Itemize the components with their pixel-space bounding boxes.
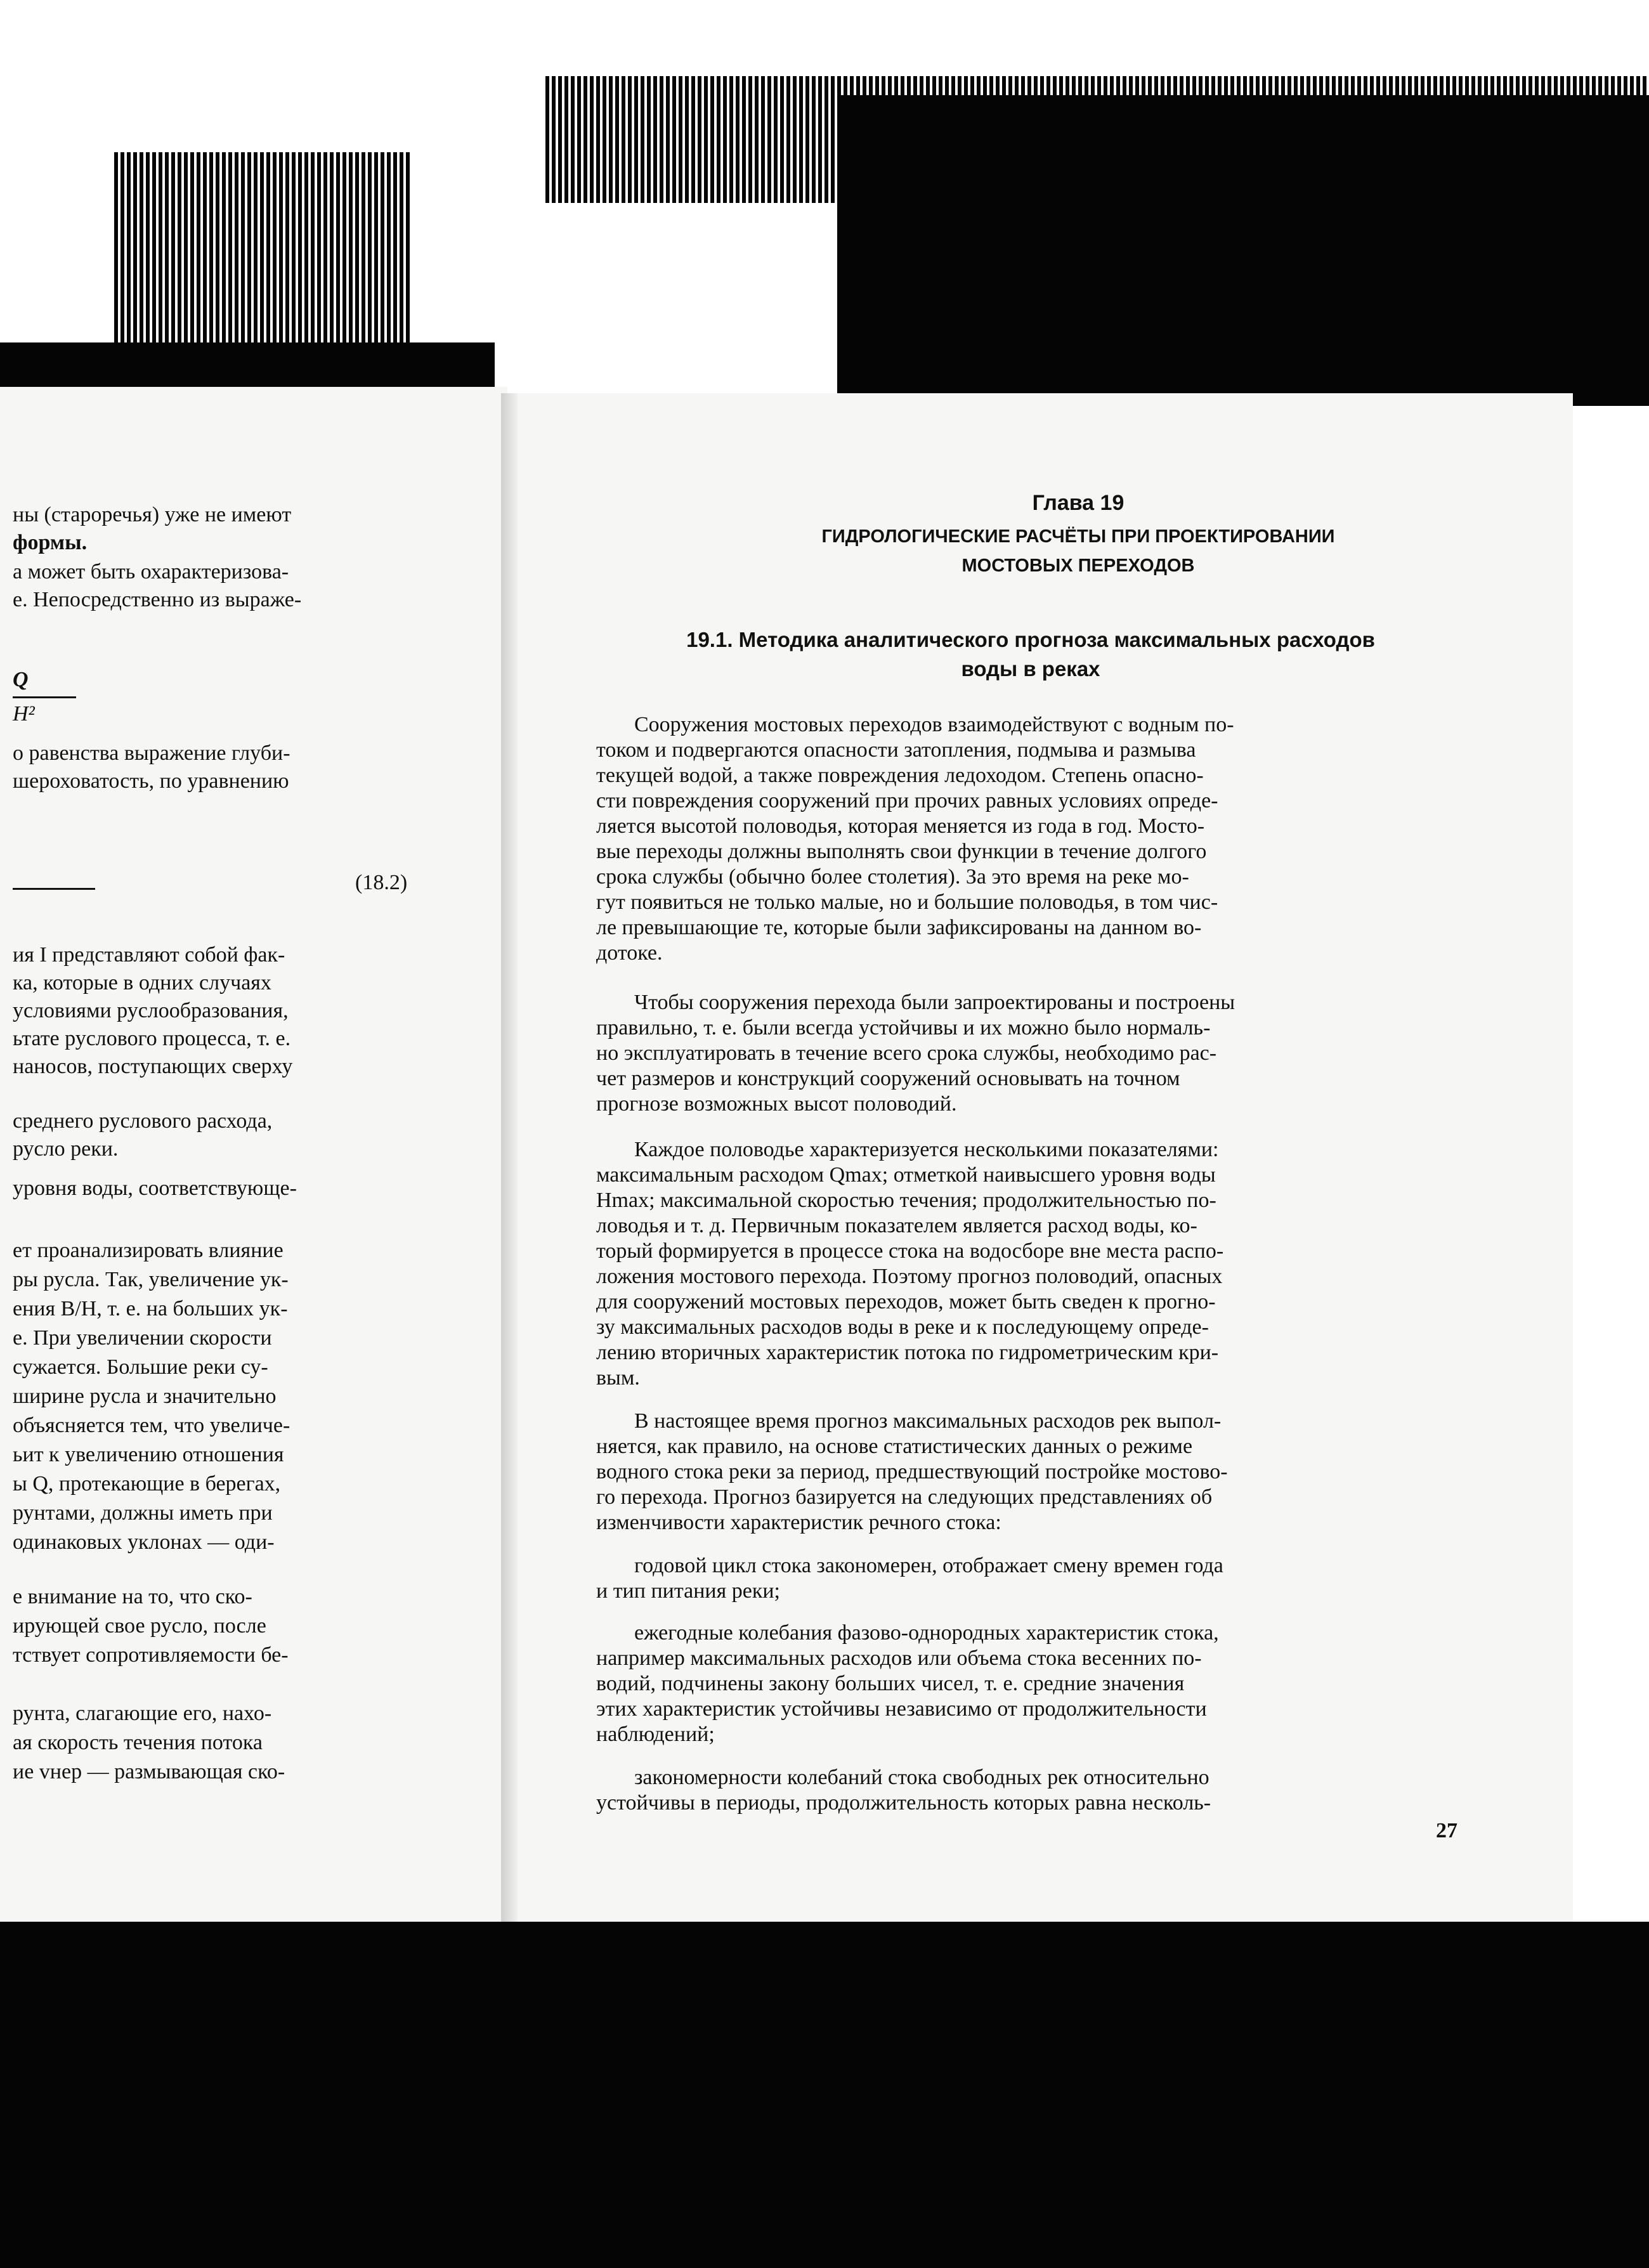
left-page-line: ширине русла и значительно [13,1385,277,1408]
left-page-line: ения B/H, т. е. на больших ук- [13,1297,288,1320]
scan-band-right [837,95,1649,393]
body-text-line: Чтобы сооружения перехода были запроектированы и построены [634,991,1235,1014]
body-text-line: ложения мостового перехода. Поэтому прогноз половодий, опасных [596,1265,1223,1288]
body-text-line: этих характеристик устойчивы независимо от продолжительности [596,1697,1207,1721]
left-page-line: формы. [13,531,88,554]
body-text-line: срока службы (обычно более столетия). За это время на реке мо- [596,865,1189,889]
left-page-line: ьтате руслового процесса, т. е. [13,1027,291,1050]
scan-corner-right [1573,381,1649,406]
left-page-line: ирующей свое русло, после [13,1614,266,1638]
left-page-line: ка, которые в одних случаях [13,971,271,994]
body-text-line: изменчивости характеристик речного стока: [596,1511,1001,1534]
formula-fraction-bar [13,696,76,698]
body-text-line: сти повреждения сооружений при прочих равных условиях опреде- [596,789,1218,812]
body-text-line: ле превышающие те, которые были зафиксированы на данном во- [596,916,1202,939]
body-text-line: Каждое половодье характеризуется несколькими показателями: [634,1138,1219,1161]
scan-bottom-band [0,1922,1649,2268]
body-text-line: годовой цикл стока закономерен, отображает смену времен года [634,1554,1223,1577]
body-text-line: зу максимальных расходов воды в реке и к последующему опреде- [596,1315,1209,1339]
left-page-line: рунта, слагающие его, нахо- [13,1702,272,1725]
section-heading: 19.1. Методика аналитического прогноза максимальных расходов [686,628,1375,651]
page-number: 27 [1436,1819,1457,1842]
body-text-line: няется, как правило, на основе статистических данных о режиме [596,1435,1193,1458]
body-text-line: ловодья и т. д. Первичным показателем является расход воды, ко- [596,1214,1197,1237]
left-page-line: ны (староречья) уже не имеют [13,503,292,526]
chapter-title: ГИДРОЛОГИЧЕСКИЕ РАСЧЁТЫ ПРИ ПРОЕКТИРОВАНИИ [821,526,1335,547]
chapter-title-continued: МОСТОВЫХ ПЕРЕХОДОВ [961,556,1195,576]
body-text-line: закономерности колебаний стока свободных рек относительно [634,1766,1209,1789]
left-page-line: е. При увеличении скорости [13,1326,272,1350]
body-text-line: например максимальных расходов или объема стока весенних по- [596,1646,1202,1670]
formula-2-bar [13,888,95,890]
body-text-line: но эксплуатировать в течение всего срока службы, необходимо рас- [596,1041,1217,1065]
left-page-line: тствует сопротивляемости бе- [13,1643,289,1667]
left-page-line: ры русла. Так, увеличение ук- [13,1268,289,1291]
body-text-line: В настоящее время прогноз максимальных расходов рек выпол- [634,1409,1222,1433]
left-page-line: ия I представляют собой фак- [13,943,285,967]
formula-numerator: Q [13,668,29,691]
body-text-line: устойчивы в периоды, продолжительность которых равна несколь- [596,1791,1211,1815]
body-text-line: максимальным расходом Qmax; отметкой наивысшего уровня воды [596,1163,1216,1187]
body-text-line: текущей водой, а также повреждения ледоходом. Степень опасно- [596,764,1204,787]
left-page-line: е. Непосредственно из выраже- [13,588,302,611]
left-page-line: о равенства выражение глуби- [13,741,290,765]
equation-number: (18.2) [355,871,408,894]
scan-bar-left [0,342,495,387]
page-gutter [501,393,518,1922]
body-text-line: и тип питания реки; [596,1579,780,1603]
body-text-line: го перехода. Прогноз базируется на следующих представлениях об [596,1485,1213,1509]
left-page-line: рунтами, должны иметь при [13,1501,273,1525]
left-page-line: е внимание на то, что ско- [13,1585,252,1608]
body-text-line: водного стока реки за период, предшествующий постройке мостово- [596,1460,1228,1483]
left-page-line: среднего руслового расхода, [13,1109,273,1133]
body-text-line: дотоке. [596,941,663,965]
left-page-line: сужается. Большие реки су- [13,1355,268,1379]
body-text-line: лению вторичных характеристик потока по гидрометрическим кри- [596,1341,1219,1364]
section-heading-continued: воды в реках [961,657,1100,681]
left-page-line: ет проанализировать влияние [13,1239,284,1262]
formula-denominator: H² [13,702,35,726]
left-page-line: а может быть охарактеризова- [13,560,289,583]
body-text-line: ляется высотой половодья, которая меняется из года в год. Мосто- [596,814,1205,838]
body-text-line: Hmax; максимальной скоростью течения; продолжительностью по- [596,1189,1216,1212]
scan-shadow-left [114,152,412,368]
left-page-line: ая скорость течения потока [13,1731,263,1754]
body-text-line: для сооружений мостовых переходов, может быть сведен к прогно- [596,1290,1216,1313]
body-text-line: водий, подчинены закону больших чисел, т. е. средние значения [596,1672,1185,1695]
left-page-line: ьит к увеличению отношения [13,1443,284,1466]
body-text-line: Сооружения мостовых переходов взаимодействуют с водным по- [634,713,1234,736]
body-text-line: гут появиться не только малые, но и большие половодья, в том чис- [596,890,1218,914]
left-page-line: шероховатость, по уравнению [13,769,289,793]
left-page-line: наносов, поступающих сверху [13,1055,293,1078]
left-page-line: ы Q, протекающие в берегах, [13,1472,281,1496]
body-text-line: правильно, т. е. были всегда устойчивы и их можно было нормаль- [596,1016,1211,1040]
left-page-line: условиями руслообразования, [13,999,289,1022]
left-page-line: уровня воды, соответствующе- [13,1176,297,1200]
body-text-line: током и подвергаются опасности затопления, подмыва и размыва [596,738,1196,762]
body-text-line: наблюдений; [596,1723,715,1746]
left-page-line: объясняется тем, что увеличе- [13,1414,290,1437]
chapter-number: Глава 19 [1032,491,1124,515]
body-text-line: вые переходы должны выполнять свои функции в течение долгого [596,840,1207,863]
body-text-line: вым. [596,1366,640,1390]
body-text-line: прогнозе возможных высот половодий. [596,1092,957,1116]
body-text-line: чет размеров и конструкций сооружений основывать на точном [596,1067,1180,1090]
left-page-line: ие vнер — размывающая ско- [13,1760,285,1783]
body-text-line: торый формируется в процессе стока на водосборе вне места распо- [596,1239,1224,1263]
left-page-line: русло реки. [13,1137,119,1161]
body-text-line: ежегодные колебания фазово-однородных характеристик стока, [634,1621,1219,1645]
left-page-line: одинаковых уклонах — оди- [13,1530,275,1554]
